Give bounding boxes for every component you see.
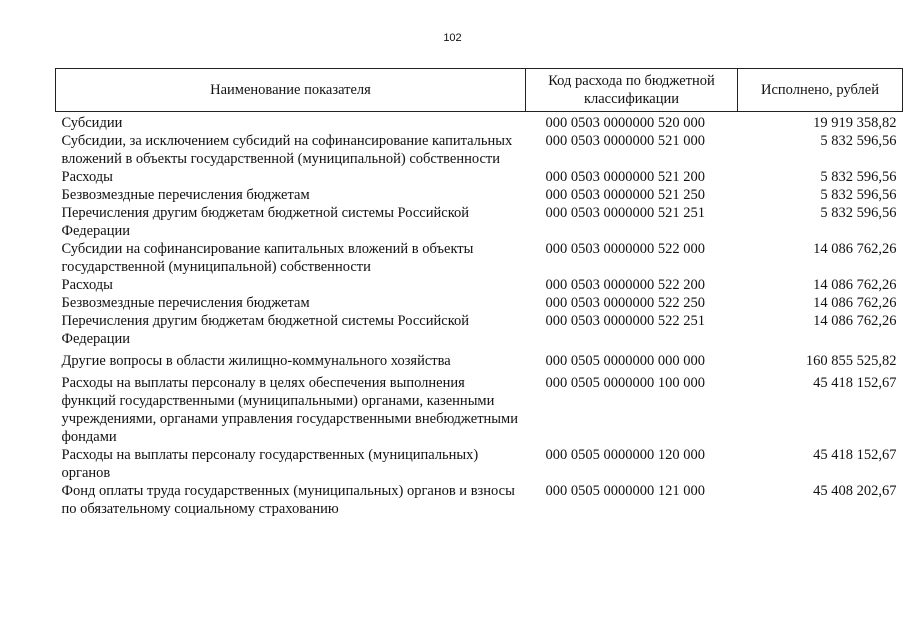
row-name: Субсидии на софинансирование капитальных вложений в объекты государственной (муниципальной) собственности [61,241,474,275]
page-number: 102 [443,32,462,44]
row-name: Перечисления другим бюджетам бюджетной системы Российской Федерации [61,313,470,347]
row-amount: 14 086 762,26 [813,241,897,257]
header-name: Наименование показателя [56,69,526,112]
row-amount: 5 832 596,56 [820,187,897,203]
table-row [56,482,903,518]
row-code: 000 0505 0000000 121 000 [545,483,705,499]
row-name: Безвозмездные перечисления бюджетам [61,295,310,311]
row-name: Безвозмездные перечисления бюджетам [61,187,310,203]
table-row [56,348,903,370]
header-amount: Исполнено, рублей [738,69,903,112]
row-name: Субсидии, за исключением субсидий на софинансирование капитальных вложений в объекты государственной (муниципальной) собственности [61,133,513,167]
row-code: 000 0503 0000000 521 200 [545,169,705,185]
row-name: Расходы на выплаты персоналу в целях обеспечения выполнения функций государственными (муниципальными) органами, казенными учреждениями, органами управления государственными внебюджетными фондами [61,375,518,445]
row-amount: 5 832 596,56 [820,169,897,185]
row-code: 000 0503 0000000 521 000 [545,133,705,149]
row-code: 000 0503 0000000 522 250 [545,295,705,311]
row-name: Расходы [61,277,113,293]
table-row [56,112,903,133]
row-code: 000 0503 0000000 520 000 [545,115,705,131]
header-row [56,69,903,112]
table-row [56,186,903,204]
row-amount: 160 855 525,82 [805,353,897,369]
row-name: Расходы на выплаты персоналу государственных (муниципальных) органов [61,447,479,481]
row-amount: 45 418 152,67 [813,447,897,463]
row-code: 000 0503 0000000 521 251 [545,205,705,221]
table-row [56,294,903,312]
table-body [56,112,903,519]
table-row [56,370,903,446]
row-amount: 45 418 152,67 [813,375,897,391]
table-row [56,132,903,168]
table-row [56,276,903,294]
row-amount: 5 832 596,56 [820,205,897,221]
row-amount: 19 919 358,82 [813,115,897,131]
row-amount: 14 086 762,26 [813,313,897,329]
row-name: Другие вопросы в области жилищно-коммунального хозяйства [61,353,451,369]
budget-report-table [55,68,903,518]
row-code: 000 0505 0000000 000 000 [545,353,705,369]
table-row [56,240,903,276]
table-row [56,312,903,348]
row-name: Субсидии [61,115,123,131]
row-amount: 14 086 762,26 [813,277,897,293]
row-code: 000 0503 0000000 522 251 [545,313,705,329]
table-row [56,446,903,482]
row-code: 000 0503 0000000 521 250 [545,187,705,203]
table-header [56,69,903,112]
row-amount: 45 408 202,67 [813,483,897,499]
row-name: Фонд оплаты труда государственных (муниципальных) органов и взносы по обязательному социальному страхованию [61,483,515,517]
row-code: 000 0503 0000000 522 000 [545,241,705,257]
row-code: 000 0503 0000000 522 200 [545,277,705,293]
row-code: 000 0505 0000000 120 000 [545,447,705,463]
header-code: Код расхода по бюджетной классификации [526,69,738,112]
row-code: 000 0505 0000000 100 000 [545,375,705,391]
row-name: Перечисления другим бюджетам бюджетной системы Российской Федерации [61,205,470,239]
table-row [56,168,903,186]
row-amount: 14 086 762,26 [813,295,897,311]
table-row [56,204,903,240]
row-name: Расходы [61,169,113,185]
row-amount: 5 832 596,56 [820,133,897,149]
